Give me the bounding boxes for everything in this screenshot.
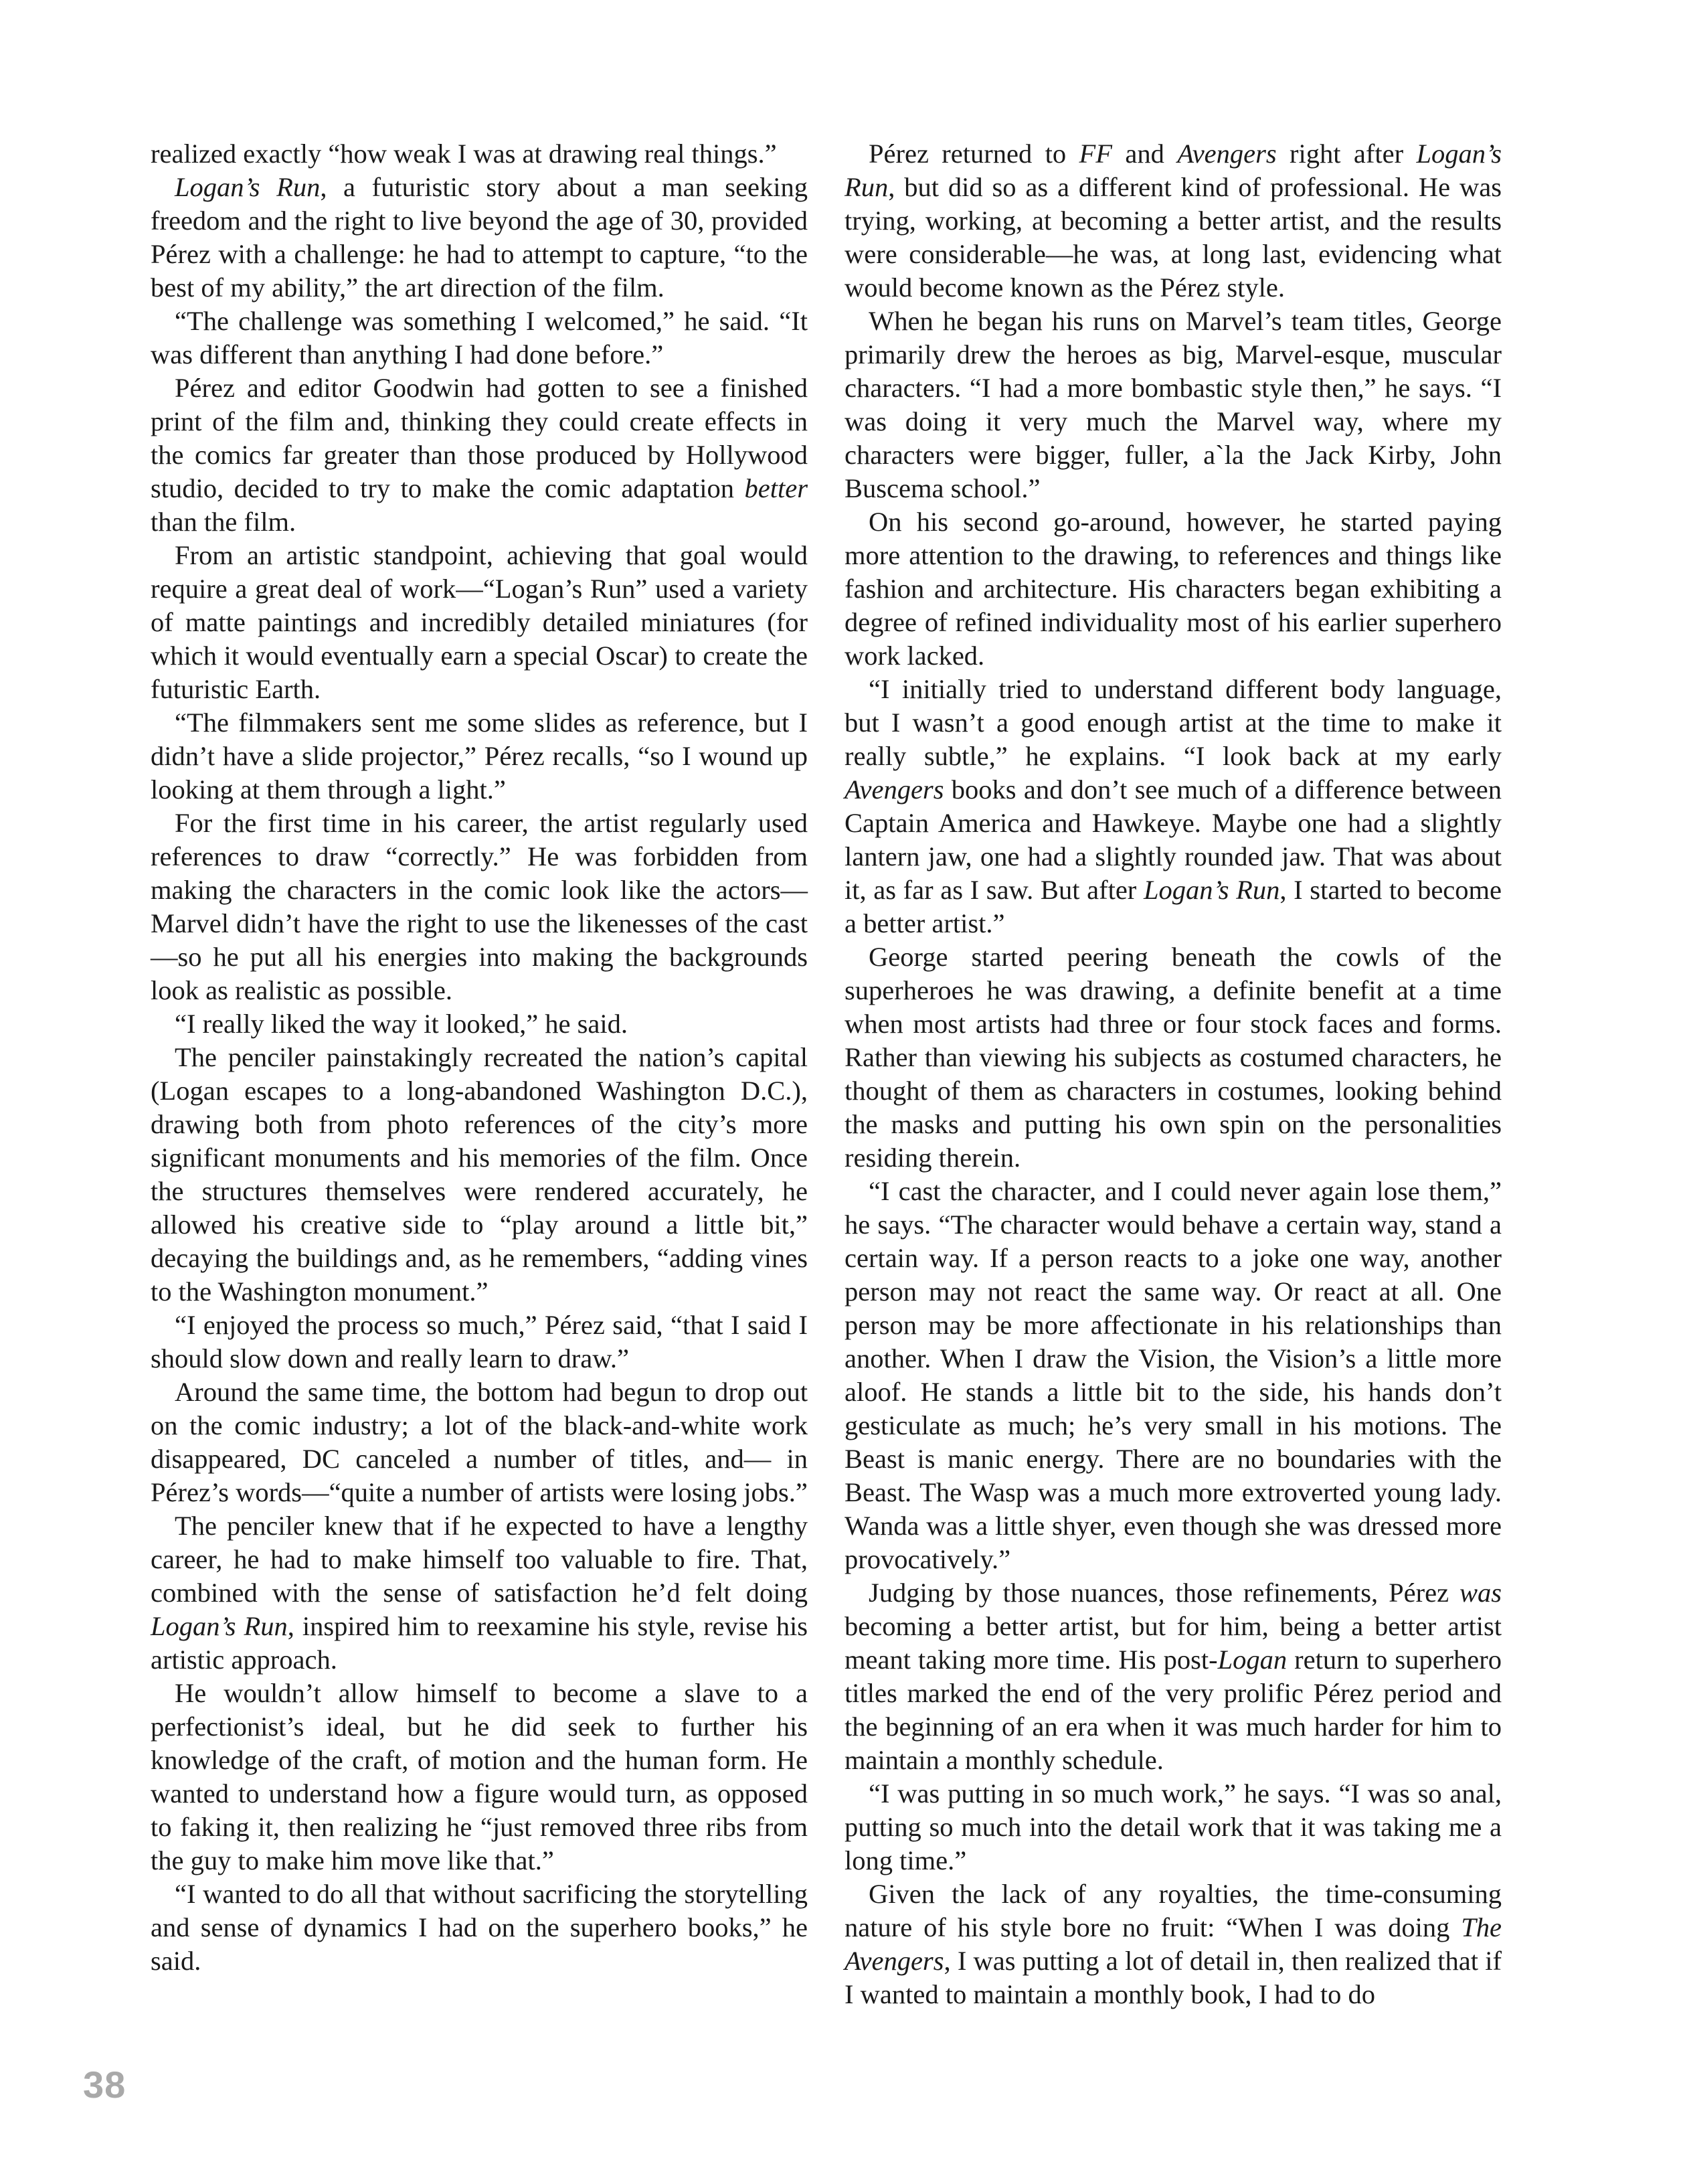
paragraph: For the first time in his career, the artist regularly used references to draw “correctly.” He was forbidden from making the characters in the comic look like the actors—Marvel didn’t have the right to use the likenesses of the cast—so he put all his energies into making the backgrounds look as realistic as possible. (151, 808, 808, 1005)
italic-title: The Avengers (845, 1912, 1502, 1976)
paragraph: “The filmmakers sent me some slides as reference, but I didn’t have a slide projector,” Pérez recalls, “so I wound up looking at them through a light.” (151, 707, 808, 805)
paragraph: “I cast the character, and I could never again lose them,” he says. “The character would behave a certain way, stand a certain way. If a person reacts to a joke one way, another person may not react the same way. Or react at all. One person may be more affectionate in his relationships than another. When I draw the Vision, the Vision’s a little more aloof. He stands a little bit to the side, his hands don’t gesticulate as much; he’s very small in his motions. The Beast is manic energy. There are no boundaries with the Beast. The Wasp was a much more extroverted young lady. Wanda was a little shyer, even though she was dressed more provocatively.” (845, 1176, 1502, 1574)
paragraph: Pérez returned to FF and Avengers right after Logan’s Run, but did so as a different kind of professional. He was trying, working, at becoming a better artist, and the results were considerable—he was, at long last, evidencing what would become known as the Pérez style. (845, 139, 1502, 303)
paragraph: Judging by those nuances, those refinements, Pérez was becoming a better artist, but for him, being a better artist meant taking more time. His post-Logan return to superhero titles marked the end of the very prolific Pérez period and the beginning of an era when it was much harder for him to maintain a monthly schedule. (845, 1578, 1502, 1775)
paragraph: The penciler knew that if he expected to have a lengthy career, he had to make himself too valuable to fire. That, combined with the sense of satisfaction he’d felt doing Logan’s Run, inspired him to reexamine his style, revise his artistic approach. (151, 1511, 808, 1675)
italic-title: better (744, 473, 808, 503)
italic-title: Logan’s Run (845, 139, 1502, 202)
paragraph: George started peering beneath the cowls of the superheroes he was drawing, a definite benefit at a time when most artists had three or four stock faces and forms. Rather than viewing his subjects as costumed characters, he thought of them as characters in costumes, looking behind the masks and putting his own spin on the personalities residing therein. (845, 942, 1502, 1173)
paragraph: “The challenge was something I welcomed,” he said. “It was different than anything I had done before.” (151, 306, 808, 369)
italic-title: Logan’s Run (175, 172, 321, 202)
italic-title: Avengers (1177, 139, 1277, 169)
paragraph: When he began his runs on Marvel’s team titles, George primarily drew the heroes as big, Marvel-esque, muscular characters. “I had a more bombastic style then,” he says. “I was doing it very much the Marvel way, where my characters were bigger, fuller, a`la the Jack Kirby, John Buscema school.” (845, 306, 1502, 503)
paragraph: From an artistic standpoint, achieving that goal would require a great deal of work—“Logan’s Run” used a variety of matte paintings and incredibly detailed miniatures (for which it would eventually earn a special Oscar) to create the futuristic Earth. (151, 540, 808, 704)
italic-title: FF (1079, 139, 1112, 169)
paragraph: realized exactly “how weak I was at drawing real things.” (151, 139, 777, 169)
paragraph: “I really liked the way it looked,” he said. (175, 1009, 628, 1039)
italic-title: Avengers (845, 774, 944, 805)
paragraph: Around the same time, the bottom had begun to drop out on the comic industry; a lot of the black-and-white work disappeared, DC canceled a number of titles, and— in Pérez’s words—“quite a number of artists were losing jobs.” (151, 1377, 808, 1507)
italic-title: Logan (1217, 1645, 1288, 1675)
paragraph: “I enjoyed the process so much,” Pérez said, “that I said I should slow down and really learn to draw.” (151, 1310, 808, 1373)
paragraph: On his second go-around, however, he started paying more attention to the drawing, to references and things like fashion and architecture. His characters began exhibiting a degree of refined individuality most of his earlier superhero work lacked. (845, 507, 1502, 671)
italic-title: Logan’s Run (1143, 875, 1280, 905)
paragraph: “I was putting in so much work,” he says. “I was so anal, putting so much into the detail work that it was taking me a long time.” (845, 1778, 1502, 1875)
paragraph: Pérez and editor Goodwin had gotten to see a finished print of the film and, thinking they could create effects in the comics far greater than those produced by Hollywood studio, decided to try to make the comic adaptation better than the film. (151, 373, 808, 537)
italic-title: was (1459, 1578, 1502, 1608)
page-number: 38 (83, 2064, 126, 2106)
paragraph: The penciler painstakingly recreated the nation’s capital (Logan escapes to a long-abandoned Washington D.C.), drawing both from photo references of the city’s more significant monuments and his memories of the film. Once the structures themselves were rendered accurately, he allowed his creative side to “play around a little bit,” decaying the buildings and, as he remembers, “adding vines to the Washington monument.” (151, 1042, 808, 1307)
paragraph: He wouldn’t allow himself to become a slave to a perfectionist’s ideal, but he did seek to further his knowledge of the craft, of motion and the human form. He wanted to understand how a figure would turn, as opposed to faking it, then realizing he “just removed three ribs from the guy to make him move like that.” (151, 1678, 808, 1875)
italic-title: Logan’s Run (151, 1611, 288, 1641)
paragraph: “I initially tried to understand different body language, but I wasn’t a good enough artist at the time to make it really subtle,” he explains. “I look back at my early Avengers books and don’t see much of a difference between Captain America and Hawkeye. Maybe one had a slightly lantern jaw, one had a slightly rounded jaw. That was about it, as far as I saw. But after Logan’s Run, I started to become a better artist.” (845, 674, 1502, 938)
paragraph: Logan’s Run, a futuristic story about a man seeking freedom and the right to live beyond the age of 30, provided Pérez with a challenge: he had to attempt to capture, “to the best of my ability,” the art direction of the film. (151, 172, 808, 303)
paragraph: Given the lack of any royalties, the time-consuming nature of his style bore no fruit: “When I was doing The Avengers, I was putting a lot of detail in, then realized that if I wanted to maintain a monthly book, I had to do (845, 1879, 1502, 2009)
paragraph: “I wanted to do all that without sacrificing the storytelling and sense of dynamics I had on the superhero books,” he said. (151, 1879, 808, 1976)
right-column (845, 137, 1502, 2011)
left-column (151, 137, 808, 1978)
